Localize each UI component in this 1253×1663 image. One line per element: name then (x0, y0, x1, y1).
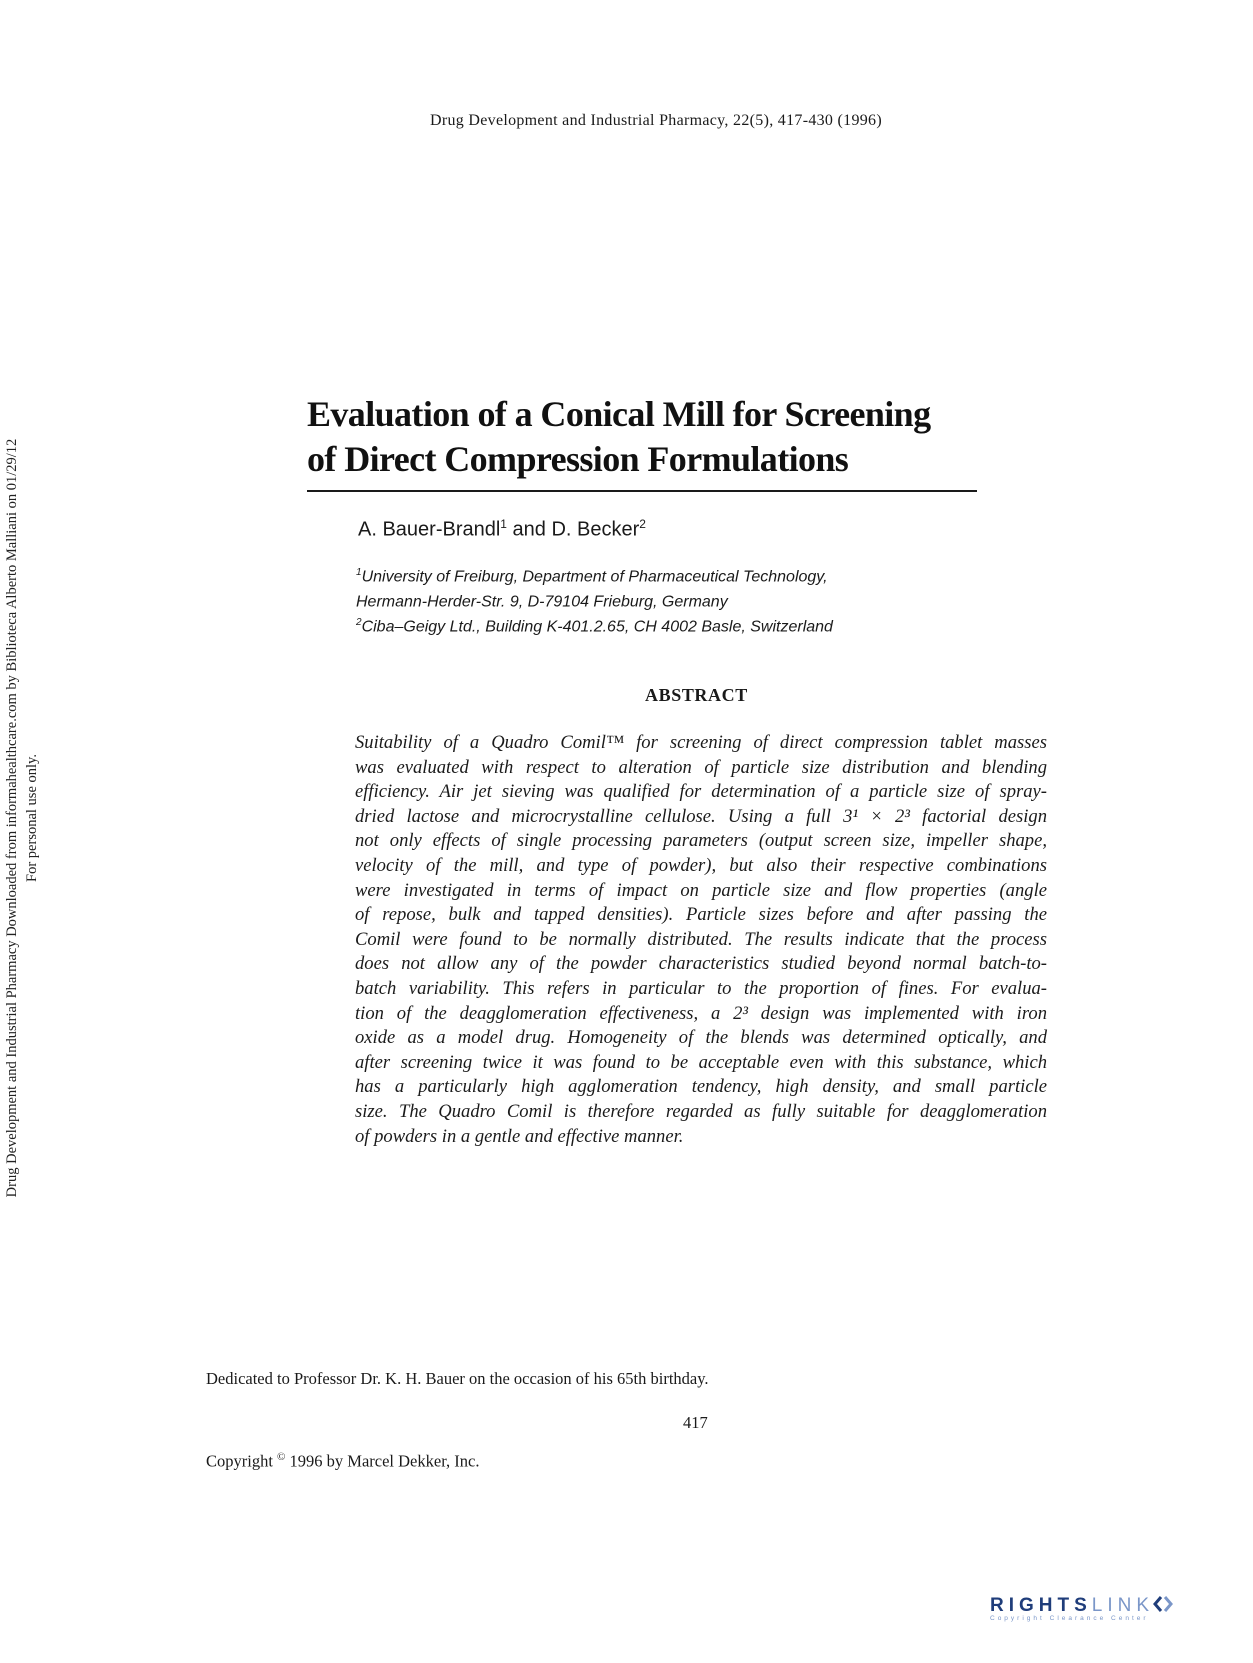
watermark-line-2: For personal use only. (24, 754, 40, 882)
abstract-body (355, 731, 1047, 1149)
abstract-line: tion of the deagglomeration effectiveness, a 2³ design was implemented with iron (355, 1002, 1047, 1024)
rightslink-arrows-icon (1152, 1595, 1174, 1613)
title-rule (307, 490, 977, 492)
abstract-line: not only effects of single processing parameters (output screen size, impeller shape, (355, 830, 1047, 852)
rightslink-word-bold: RIGHTS (990, 1595, 1092, 1616)
author-joiner: and (506, 518, 552, 541)
dedication-note: Dedicated to Professor Dr. K. H. Bauer on the occasion of his 65th birthday. (206, 1369, 709, 1388)
abstract-line: efficiency. Air jet sieving was qualified for determination of a particle size of spray- (355, 781, 1047, 803)
author-list (358, 517, 978, 542)
abstract-line: after screening twice it was found to be acceptable even with this substance, which (355, 1051, 1047, 1073)
copyright-prefix: Copyright (206, 1451, 278, 1471)
author-name: D. Becker (551, 518, 640, 541)
abstract-line: has a particularly high agglomeration tendency, high density, and small particle (355, 1076, 1047, 1098)
affiliation-marker: 1 (356, 567, 362, 578)
author-affiliation-marker: 1 (500, 517, 507, 531)
abstract-line: size. The Quadro Comil is therefore regarded as fully suitable for deagglomeration (355, 1100, 1047, 1122)
title-line-2: of Direct Compression Formulations (307, 439, 849, 479)
copyright-symbol: © (277, 1451, 286, 1463)
abstract-line: velocity of the mill, and type of powder), but also their respective combinations (355, 854, 1047, 876)
page-number: 417 (683, 1413, 708, 1432)
affiliation-text: University of Freiburg, Department of Pharmaceutical Technology, (361, 568, 828, 586)
rightslink-word-light: LINK (1091, 1595, 1155, 1616)
author-affiliation-marker: 2 (639, 517, 646, 531)
copyright-notice (206, 1451, 479, 1472)
abstract-line: was evaluated with respect to alteration of particle size distribution and blending (355, 756, 1047, 778)
abstract-line: Comil were found to be normally distributed. The results indicate that the process (355, 928, 1047, 950)
abstract-heading: ABSTRACT (645, 685, 748, 705)
abstract-line: oxide as a model drug. Homogeneity of the blends was determined optically, and (355, 1027, 1047, 1049)
rightslink-subtitle: Copyright Clearance Center (990, 1615, 1149, 1622)
abstract-line: batch variability. This refers in particular to the proportion of fines. For evalua- (355, 977, 1047, 999)
download-watermark (2, 378, 42, 1258)
abstract-line: dried lactose and microcrystalline cellulose. Using a full 3¹ × 2³ factorial design (355, 805, 1047, 827)
abstract-line: does not allow any of the powder characteristics studied beyond normal batch-to- (355, 953, 1047, 975)
title-line-1: Evaluation of a Conical Mill for Screening (307, 394, 931, 434)
article-title (307, 392, 987, 482)
rightslink-logo[interactable] (990, 1595, 1220, 1635)
copyright-suffix: 1996 by Marcel Dekker, Inc. (285, 1451, 480, 1471)
affiliation-text: Ciba–Geigy Ltd., Building K-401.2.65, CH 4002 Basle, Switzerland (361, 618, 833, 636)
rightslink-wordmark (990, 1595, 1220, 1617)
affiliation-marker: 2 (356, 617, 362, 628)
abstract-line: were investigated in terms of impact on particle size and flow properties (angle (355, 879, 1047, 901)
affiliation-text: Hermann-Herder-Str. 9, D-79104 Frieburg, Germany (356, 593, 728, 611)
affiliation-line (356, 610, 996, 639)
journal-citation: Drug Development and Industrial Pharmacy, 22(5), 417-430 (1996) (430, 112, 882, 129)
watermark-line-1: Drug Development and Industrial Pharmacy Downloaded from informahealthcare.com by Biblioteca Alberto Malliani on 01/29/12 (4, 438, 20, 1198)
author-name: A. Bauer-Brandl (358, 518, 501, 541)
abstract-line: of repose, bulk and tapped densities). Particle sizes before and after passing the (355, 904, 1047, 926)
abstract-line: of powders in a gentle and effective manner. (355, 1125, 684, 1147)
abstract-line: Suitability of a Quadro Comil™ for screening of direct compression tablet masses (355, 732, 1047, 753)
